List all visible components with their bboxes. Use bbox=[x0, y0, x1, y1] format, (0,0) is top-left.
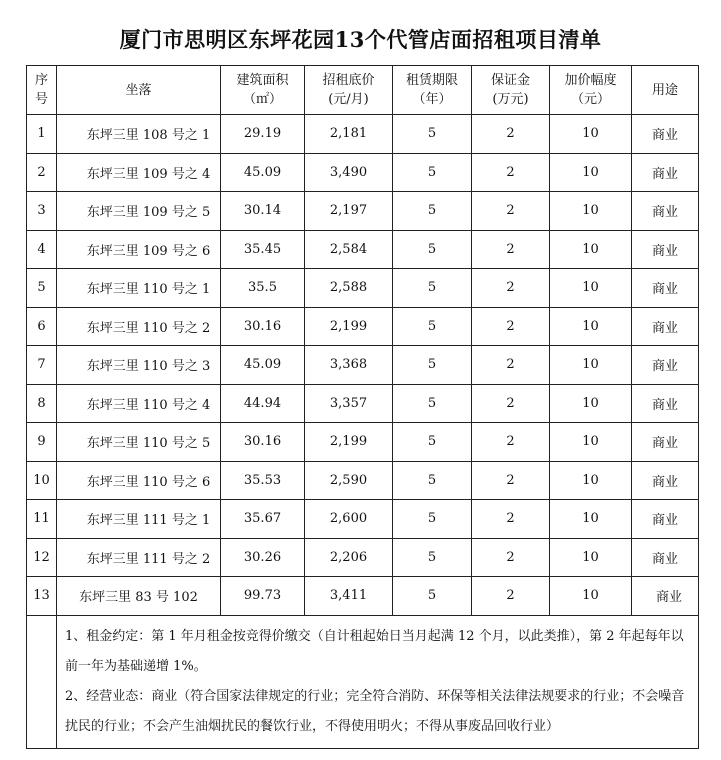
table-row bbox=[27, 307, 699, 346]
row-location: 东坪三里 108 号之 1 bbox=[57, 115, 221, 154]
row-area: 99.73 bbox=[221, 577, 305, 616]
row-term: 5 bbox=[393, 115, 472, 154]
row-use: 商业 bbox=[632, 500, 699, 539]
row-location: 东坪三里 109 号之 5 bbox=[57, 192, 221, 231]
row-term: 5 bbox=[393, 461, 472, 500]
row-use: 商业 bbox=[632, 192, 699, 231]
row-increment: 10 bbox=[550, 500, 632, 539]
row-area: 45.09 bbox=[221, 153, 305, 192]
row-price: 2,206 bbox=[305, 538, 393, 577]
row-location: 东坪三里 111 号之 2 bbox=[57, 538, 221, 577]
row-increment: 10 bbox=[550, 192, 632, 231]
header-location: 坐落 bbox=[57, 66, 221, 115]
notes-spacer-cell bbox=[27, 615, 57, 748]
row-increment: 10 bbox=[550, 346, 632, 385]
row-no: 4 bbox=[27, 230, 57, 269]
row-area: 30.16 bbox=[221, 423, 305, 462]
row-location: 东坪三里 109 号之 4 bbox=[57, 153, 221, 192]
row-area: 30.26 bbox=[221, 538, 305, 577]
row-term: 5 bbox=[393, 307, 472, 346]
row-use: 商业 bbox=[632, 346, 699, 385]
row-deposit: 2 bbox=[472, 307, 550, 346]
header-use: 用途 bbox=[632, 66, 699, 115]
row-term: 5 bbox=[393, 500, 472, 539]
property-table bbox=[26, 65, 699, 749]
row-term: 5 bbox=[393, 538, 472, 577]
row-deposit: 2 bbox=[472, 461, 550, 500]
table-row bbox=[27, 192, 699, 231]
row-area: 30.16 bbox=[221, 307, 305, 346]
row-location: 东坪三里 110 号之 1 bbox=[57, 269, 221, 308]
row-increment: 10 bbox=[550, 461, 632, 500]
row-area: 35.5 bbox=[221, 269, 305, 308]
row-term: 5 bbox=[393, 230, 472, 269]
row-use: 商业 bbox=[632, 423, 699, 462]
row-deposit: 2 bbox=[472, 577, 550, 616]
table-row bbox=[27, 538, 699, 577]
row-deposit: 2 bbox=[472, 269, 550, 308]
row-term: 5 bbox=[393, 269, 472, 308]
row-location: 东坪三里 109 号之 6 bbox=[57, 230, 221, 269]
row-price: 2,590 bbox=[305, 461, 393, 500]
row-price: 2,181 bbox=[305, 115, 393, 154]
row-increment: 10 bbox=[550, 230, 632, 269]
note-business-type: 2、经营业态：商业（符合国家法律规定的行业；完全符合消防、环保等相关法律法规要求的行业；不会噪音扰民的行业；不会产生油烟扰民的餐饮行业，不得使用明火；不得从事废品回收行业） bbox=[65, 688, 685, 734]
table-row bbox=[27, 230, 699, 269]
row-price: 2,199 bbox=[305, 307, 393, 346]
row-deposit: 2 bbox=[472, 346, 550, 385]
row-term: 5 bbox=[393, 423, 472, 462]
row-no: 1 bbox=[27, 115, 57, 154]
row-deposit: 2 bbox=[472, 384, 550, 423]
row-use: 商业 bbox=[632, 153, 699, 192]
row-increment: 10 bbox=[550, 577, 632, 616]
row-no: 13 bbox=[27, 577, 57, 616]
table-header-row bbox=[27, 66, 699, 115]
row-price: 3,368 bbox=[305, 346, 393, 385]
row-price: 2,199 bbox=[305, 423, 393, 462]
row-increment: 10 bbox=[550, 115, 632, 154]
row-increment: 10 bbox=[550, 384, 632, 423]
row-term: 5 bbox=[393, 153, 472, 192]
table-row bbox=[27, 577, 699, 616]
row-price: 2,600 bbox=[305, 500, 393, 539]
row-use: 商业 bbox=[632, 384, 699, 423]
row-no: 6 bbox=[27, 307, 57, 346]
row-price: 2,197 bbox=[305, 192, 393, 231]
row-term: 5 bbox=[393, 192, 472, 231]
table-row bbox=[27, 461, 699, 500]
row-use: 商业 bbox=[632, 115, 699, 154]
row-use: 商业 bbox=[632, 230, 699, 269]
header-term: 租赁期限 （年） bbox=[393, 66, 472, 115]
table-row bbox=[27, 346, 699, 385]
header-increment: 加价幅度 （元） bbox=[550, 66, 632, 115]
row-deposit: 2 bbox=[472, 230, 550, 269]
row-increment: 10 bbox=[550, 307, 632, 346]
row-increment: 10 bbox=[550, 538, 632, 577]
table-row bbox=[27, 384, 699, 423]
row-use: 商业 bbox=[632, 538, 699, 577]
row-deposit: 2 bbox=[472, 423, 550, 462]
row-no: 8 bbox=[27, 384, 57, 423]
row-use: 商业 bbox=[632, 269, 699, 308]
row-location: 东坪三里 110 号之 3 bbox=[57, 346, 221, 385]
row-no: 9 bbox=[27, 423, 57, 462]
row-location: 东坪三里 111 号之 1 bbox=[57, 500, 221, 539]
header-deposit: 保证金 (万元) bbox=[472, 66, 550, 115]
table-row bbox=[27, 115, 699, 154]
row-location: 东坪三里 110 号之 5 bbox=[57, 423, 221, 462]
row-term: 5 bbox=[393, 577, 472, 616]
row-area: 44.94 bbox=[221, 384, 305, 423]
row-area: 35.53 bbox=[221, 461, 305, 500]
row-no: 12 bbox=[27, 538, 57, 577]
document-title: 厦门市思明区东坪花园13个代管店面招租项目清单 bbox=[119, 27, 602, 52]
row-area: 30.14 bbox=[221, 192, 305, 231]
row-deposit: 2 bbox=[472, 115, 550, 154]
row-area: 29.19 bbox=[221, 115, 305, 154]
row-use: 商业 bbox=[632, 307, 699, 346]
row-no: 7 bbox=[27, 346, 57, 385]
table-row bbox=[27, 269, 699, 308]
row-price: 2,584 bbox=[305, 230, 393, 269]
row-no: 3 bbox=[27, 192, 57, 231]
row-deposit: 2 bbox=[472, 500, 550, 539]
row-price: 3,411 bbox=[305, 577, 393, 616]
row-increment: 10 bbox=[550, 269, 632, 308]
notes-row bbox=[27, 615, 699, 748]
row-area: 35.67 bbox=[221, 500, 305, 539]
header-area: 建筑面积 （㎡） bbox=[221, 66, 305, 115]
row-price: 2,588 bbox=[305, 269, 393, 308]
row-no: 10 bbox=[27, 461, 57, 500]
row-area: 45.09 bbox=[221, 346, 305, 385]
header-price: 招租底价 (元/月) bbox=[305, 66, 393, 115]
row-location: 东坪三里 83 号 102 bbox=[57, 577, 221, 616]
row-deposit: 2 bbox=[472, 538, 550, 577]
table-row bbox=[27, 423, 699, 462]
row-use: 商业 bbox=[632, 577, 699, 616]
row-deposit: 2 bbox=[472, 192, 550, 231]
row-location: 东坪三里 110 号之 6 bbox=[57, 461, 221, 500]
note-rent-terms: 1、租金约定：第 1 年月租金按竞得价缴交（自计租起始日当月起满 12 个月，以此类推），第 2 年起每年以前一年为基础递增 1%。 bbox=[65, 628, 684, 674]
row-location: 东坪三里 110 号之 2 bbox=[57, 307, 221, 346]
row-location: 东坪三里 110 号之 4 bbox=[57, 384, 221, 423]
row-no: 5 bbox=[27, 269, 57, 308]
row-area: 35.45 bbox=[221, 230, 305, 269]
table-row bbox=[27, 500, 699, 539]
row-term: 5 bbox=[393, 346, 472, 385]
row-increment: 10 bbox=[550, 423, 632, 462]
row-no: 11 bbox=[27, 500, 57, 539]
row-price: 3,490 bbox=[305, 153, 393, 192]
row-no: 2 bbox=[27, 153, 57, 192]
notes-cell bbox=[57, 615, 699, 748]
row-price: 3,357 bbox=[305, 384, 393, 423]
row-use: 商业 bbox=[632, 461, 699, 500]
table-row bbox=[27, 153, 699, 192]
row-increment: 10 bbox=[550, 153, 632, 192]
row-term: 5 bbox=[393, 384, 472, 423]
header-no: 序 号 bbox=[27, 66, 57, 115]
row-deposit: 2 bbox=[472, 153, 550, 192]
